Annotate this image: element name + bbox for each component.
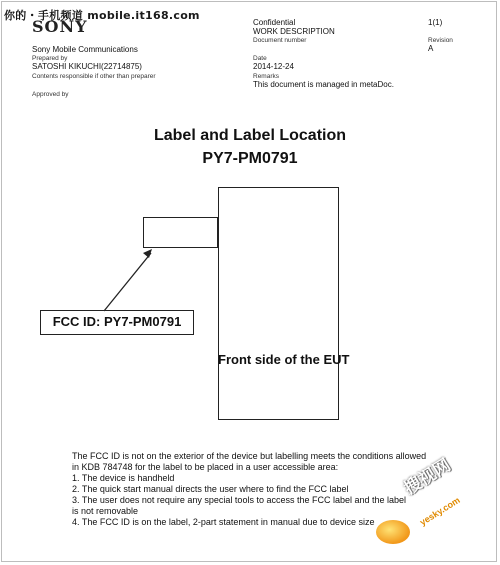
watermark-logo — [376, 520, 410, 544]
remarks-label: Remarks — [253, 73, 280, 80]
page-number: 1(1) — [428, 18, 443, 27]
note-item-1: 1. The device is handheld — [72, 473, 175, 483]
eut-label: Front side of the EUT — [218, 352, 350, 367]
note-item-3b: is not removable — [72, 506, 139, 516]
remarks-value: This document is managed in metaDoc. — [253, 80, 394, 89]
classification: Confidential — [253, 18, 296, 27]
revision-value: A — [428, 44, 434, 53]
prepared-by-label: Prepared by — [32, 55, 68, 62]
watermark-right: 搜视网 — [400, 455, 455, 500]
approved-by-label: Approved by — [32, 91, 69, 98]
document-number-label: Document number — [253, 37, 307, 44]
company-name: Sony Mobile Communications — [32, 45, 138, 54]
watermark-url: yesky.com — [418, 494, 462, 528]
page-subtitle: PY7-PM0791 — [202, 150, 298, 167]
note-item-3a: 3. The user does not require any special tools to access the FCC label and the label — [72, 495, 407, 505]
revision-label: Revision — [428, 37, 453, 44]
prepared-by-value: SATOSHI KIKUCHI(22714875) — [32, 62, 142, 71]
fcc-id-label: FCC ID: PY7-PM0791 — [40, 310, 194, 335]
date-label: Date — [253, 55, 267, 62]
watermark-top: 你的・手机频道 mobile.it168.com — [4, 9, 200, 22]
sony-logo: SONY — [32, 17, 88, 36]
note-line-1: The FCC ID is not on the exterior of the device but labelling meets the conditions allowed — [72, 451, 427, 461]
date-value: 2014-12-24 — [253, 62, 294, 71]
note-item-4: 4. The FCC ID is on the label, 2-part statement in manual due to device size — [72, 517, 375, 527]
page-title: Label and Label Location — [153, 127, 347, 144]
note-item-2: 2. The quick start manual directs the user where to find the FCC label — [72, 484, 349, 494]
note-line-2: in KDB 784748 for the label to be placed in a user accessible area: — [72, 462, 339, 472]
document-type: WORK DESCRIPTION — [253, 27, 335, 36]
contents-responsible-label: Contents responsible if other than preparer — [32, 73, 156, 80]
